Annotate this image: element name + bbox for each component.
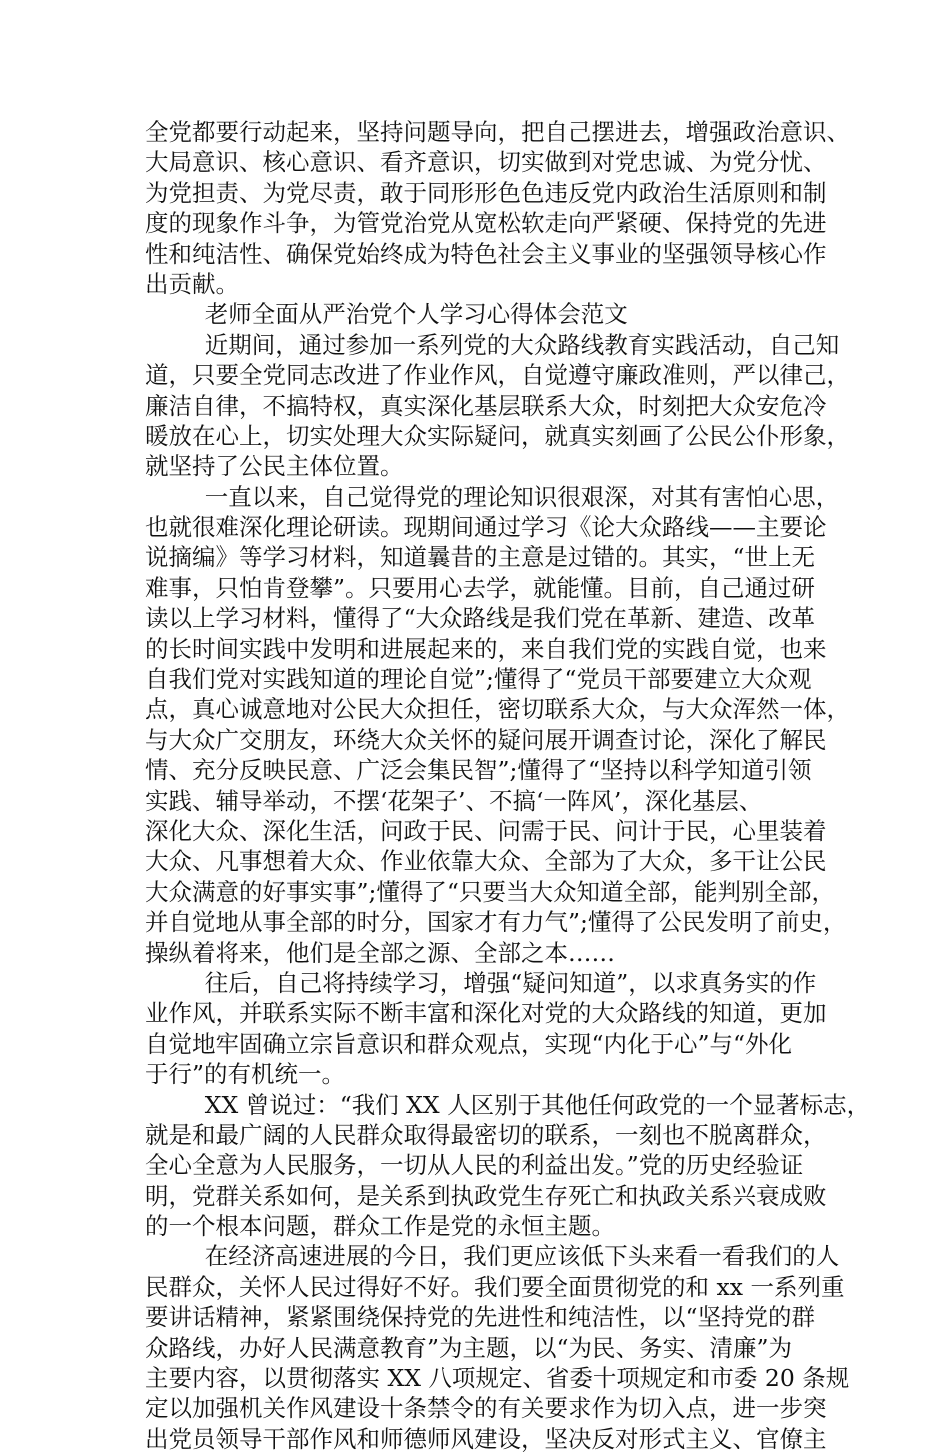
text-line: 读以上学习材料，懂得了“大众路线是我们党在革新、建造、改革 <box>145 604 816 633</box>
text-line: 自我们党对实践知道的理论自觉”;懂得了“党员干部要建立大众观 <box>145 665 812 694</box>
text-line: 在经济高速进展的今日，我们更应该低下头来看一看我们的人 <box>145 1242 840 1271</box>
text-line: 操纵着将来，他们是全部之源、全部之本…… <box>145 938 615 967</box>
text-line: 的长时间实践中发明和进展起来的，来自我们党的实践自觉，也来 <box>145 634 827 663</box>
text-line: 近期间，通过参加一系列党的大众路线教育实践活动，自己知 <box>145 330 840 359</box>
text-line: 民群众，关怀人民过得好不好。我们要全面贯彻党的和 xx 一系列重 <box>145 1272 845 1301</box>
text-line: XX 曾说过：“我们 XX 人区别于其他任何政党的一个显著标志， <box>145 1090 871 1119</box>
text-line: 实践、辅导举动，不摆‘花架子’、不搞‘一阵风’，深化基层、 <box>145 786 763 815</box>
text-line: 的一个根本问题，群众工作是党的永恒主题。 <box>145 1212 615 1241</box>
text-line: 大众、凡事想着大众、作业依靠大众、全部为了大众，多干让公民 <box>145 847 827 876</box>
text-line: 廉洁自律，不搞特权，真实深化基层联系大众，时刻把大众安危冷 <box>145 391 827 420</box>
text-line: 众路线，办好人民满意教育”为主题，以“为民、务实、清廉”为 <box>145 1333 793 1362</box>
text-line: 要讲话精神，紧紧围绕保持党的先进性和纯洁性，以“坚持党的群 <box>145 1303 816 1332</box>
text-line: 并自觉地从事全部的时分，国家才有力气”;懂得了公民发明了前史， <box>145 908 847 937</box>
text-line: 于行”的有机统一。 <box>145 1060 346 1089</box>
text-line: 度的现象作斗争，为管党治党从宽松软走向严紧硬、保持党的先进 <box>145 209 827 238</box>
text-line: 为党担责、为党尽责，敢于同形形色色违反党内政治生活原则和制 <box>145 178 827 207</box>
text-line: 定以加强机关作风建设十条禁令的有关要求作为切入点，进一步突 <box>145 1394 827 1423</box>
text-line: 出党员领导干部作风和师德师风建设，坚决反对形式主义、官僚主 <box>145 1424 827 1453</box>
text-line: 一直以来，自己觉得党的理论知识很艰深，对其有害怕心思， <box>145 482 840 511</box>
text-line: 与大众广交朋友，环绕大众关怀的疑问展开调查讨论，深化了解民 <box>145 725 827 754</box>
text-line: 道，只要全党同志改进了作业作风，自觉遵守廉政准则，严以律己， <box>145 361 850 390</box>
document-body <box>145 117 871 1454</box>
text-line: 就坚持了公民主体位置。 <box>145 452 404 481</box>
text-line: 全心全意为人民服务，一切从人民的利益出发。”党的历史经验证 <box>145 1151 804 1180</box>
text-line: 也就很难深化理论研读。现期间通过学习《论大众路线——主要论 <box>145 513 827 542</box>
text-line: 难事，只怕肯登攀”。只要用心去学，就能懂。目前，自己通过研 <box>145 573 816 602</box>
text-line: 往后，自己将持续学习，增强“疑问知道”，以求真务实的作 <box>145 968 817 997</box>
text-line: 点，真心诚意地对公民大众担任，密切联系大众，与大众浑然一体， <box>145 695 850 724</box>
text-line: 出贡献。 <box>145 269 239 298</box>
text-line: 业作风，并联系实际不断丰富和深化对党的大众路线的知道，更加 <box>145 999 827 1028</box>
text-line: 暖放在心上，切实处理大众实际疑问，就真实刻画了公民公仆形象， <box>145 421 850 450</box>
text-line: 性和纯洁性、确保党始终成为特色社会主义事业的坚强领导核心作 <box>145 239 827 268</box>
article-title: 老师全面从严治党个人学习心得体会范文 <box>145 300 628 329</box>
text-line: 明，党群关系如何，是关系到执政党生存死亡和执政关系兴衰成败 <box>145 1181 827 1210</box>
text-line: 就是和最广阔的人民群众取得最密切的联系，一刻也不脱离群众， <box>145 1120 827 1149</box>
text-line: 情、充分反映民意、广泛会集民智”;懂得了“坚持以科学知道引领 <box>145 756 812 785</box>
text-line: 全党都要行动起来，坚持问题导向，把自己摆进去，增强政治意识、 <box>145 118 850 146</box>
text-line: 主要内容，以贯彻落实 XX 八项规定、省委十项规定和市委 20 条规 <box>145 1364 850 1393</box>
text-line: 大众满意的好事实事”;懂得了“只要当大众知道全部，能判别全部， <box>145 877 835 906</box>
text-line: 说摘编》等学习材料，知道曩昔的主意是过错的。其实，“世上无 <box>145 543 816 572</box>
text-line: 自觉地牢固确立宗旨意识和群众观点，实现“内化于心”与“外化 <box>145 1029 793 1058</box>
text-line: 大局意识、核心意识、看齐意识，切实做到对党忠诚、为党分忧、 <box>145 148 827 177</box>
text-line: 深化大众、深化生活，问政于民、问需于民、问计于民，心里装着 <box>145 816 827 845</box>
